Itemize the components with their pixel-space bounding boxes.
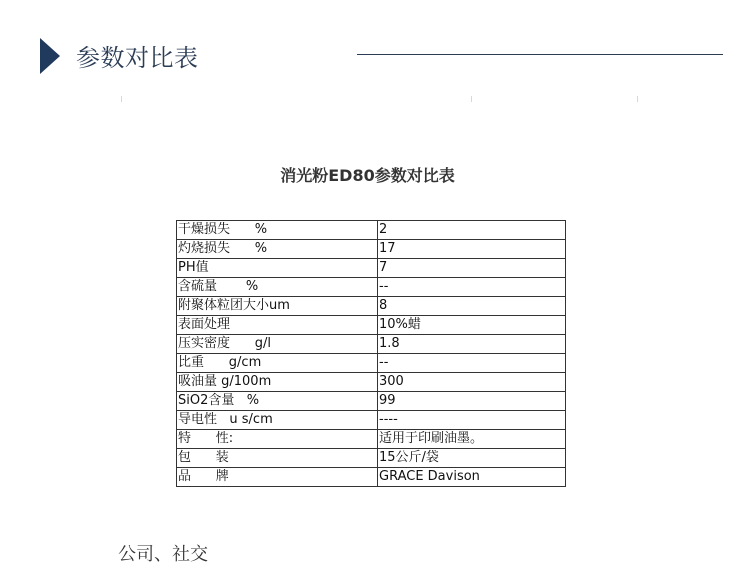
row-label: 含硫量 % [177,278,378,297]
table-row [177,468,566,487]
divider-tick [637,96,638,102]
row-value: 8 [378,297,566,316]
row-label: 包 装 [177,449,378,468]
row-label: 比重 g/cm [177,354,378,373]
divider-tick [471,96,472,102]
header-triangle-icon [40,38,60,74]
row-label: SiO2含量 % [177,392,378,411]
row-value: 2 [378,221,566,240]
row-label: 压实密度 g/l [177,335,378,354]
spec-table [176,220,566,487]
row-value: 17 [378,240,566,259]
table-row [177,430,566,449]
table-row [177,392,566,411]
footer-text: 公司、社交 [118,544,208,565]
row-value: 300 [378,373,566,392]
row-label: 品 牌 [177,468,378,487]
table-row [177,278,566,297]
row-value: ---- [378,411,566,430]
row-value: 10%蜡 [378,316,566,335]
document-title: 消光粉ED80参数对比表 [280,166,455,185]
row-value: GRACE Davison [378,468,566,487]
row-value: 99 [378,392,566,411]
table-row [177,259,566,278]
row-value: 适用于印刷油墨。 [378,430,566,449]
row-label: 表面处理 [177,316,378,335]
table-row [177,240,566,259]
table-row [177,221,566,240]
row-label: 导电性 u s/cm [177,411,378,430]
section-title: 参数对比表 [76,44,199,72]
row-value: 1.8 [378,335,566,354]
table-row [177,316,566,335]
row-label: 灼烧损失 % [177,240,378,259]
header-divider [357,54,723,55]
row-label: 特 性: [177,430,378,449]
row-label: PH值 [177,259,378,278]
row-label: 吸油量 g/100m [177,373,378,392]
row-label: 附聚体粒团大小um [177,297,378,316]
table-row [177,335,566,354]
row-label: 干燥损失 % [177,221,378,240]
table-row [177,411,566,430]
row-value: 15公斤/袋 [378,449,566,468]
table-row [177,297,566,316]
row-value: -- [378,354,566,373]
table-row [177,373,566,392]
row-value: 7 [378,259,566,278]
table-row [177,354,566,373]
row-value: -- [378,278,566,297]
divider-tick [121,96,122,102]
table-row [177,449,566,468]
